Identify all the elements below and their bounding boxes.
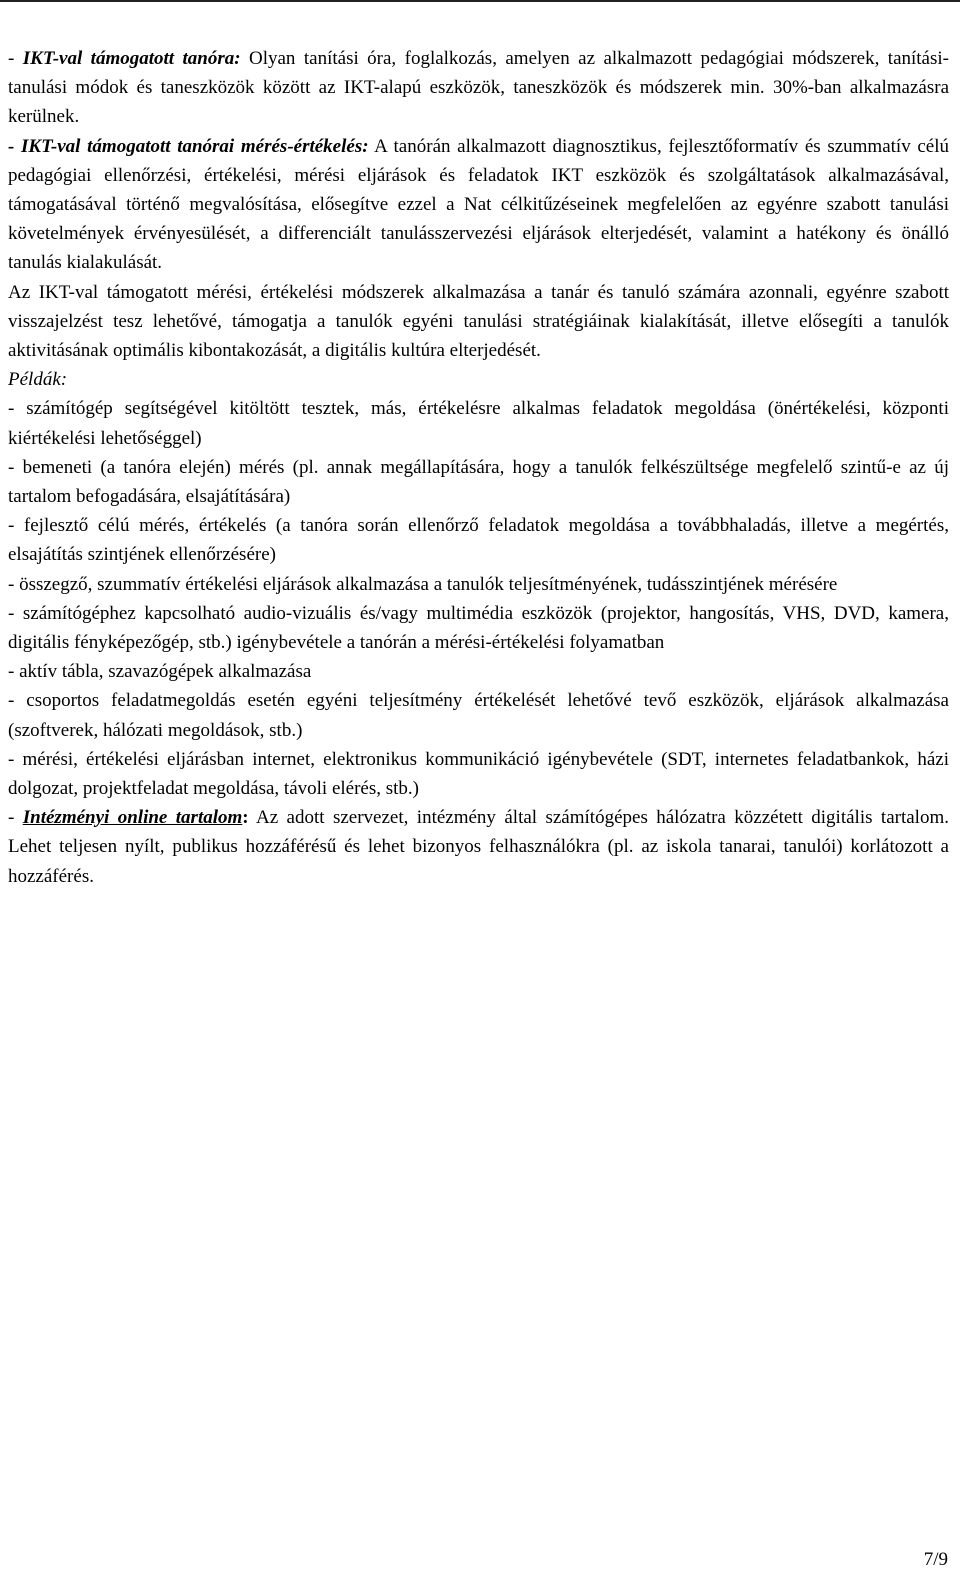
list-dash: - [8,807,23,829]
definition-intezmenyi-online-tartalom [8,803,949,891]
example-item: - mérési, értékelési eljárásban internet, elektronikus kommunikáció igénybevétele (SDT, internetes feladatbankok, házi dolgozat, projektfeladat megoldása, távoli elérés, stb.) [8,748,949,800]
definition-text: Olyan tanítási óra, foglalkozás, amelyen az alkalmazott pedagógiai módszerek, tanítási-tanulási módok és taneszközök között az IKT-alapú eszközök, taneszközök és módszerek min. 30%-ban alkalmazásra kerülnek. [8,48,949,128]
example-item: - fejlesztő célú mérés, értékelés (a tanóra során ellenőrző feladatok megoldása a továbbhaladás, illetve a megértés, elsajátítás szintjének ellenőrzésére) [8,515,949,566]
example-item: - bemeneti (a tanóra elején) mérés (pl. annak megállapítására, hogy a tanulók felkészültsége megfelelő szintű-e az új tartalom befogadására, elsajátítására) [8,456,949,508]
example-item: - összegző, szummatív értékelési eljárások alkalmazása a tanulók teljesítményének, tudásszintjének mérésére [8,573,838,595]
example-item: - csoportos feladatmegoldás esetén egyéni teljesítmény értékelését lehetővé tevő eszközök, eljárások alkalmazása (szoftverek, hálózati megoldások, stb.) [8,690,949,741]
page-number: 7/9 [923,1549,948,1570]
term-intezmenyi-online-tartalom: Intézményi online tartalom [22,807,243,829]
example-item: - aktív tábla, szavazógépek alkalmazása [8,661,312,683]
definition-text: A tanórán alkalmazott diagnosztikus, fejlesztőformatív és szummatív célú pedagógiai ellenőrzési, értékelési, mérési eljárások és feladatok IKT eszközök és szolgáltatások alkalmazásával, támogatásával történő megvalósítása, elősegítve ezzel a Nat célkitűzéseinek megfelelően az egyénre szabott tanulási követelmények érvényesülését, a differenciált tanulásszervezési eljárások elterjedését, valamint a hatékony és önálló tanulás kialakulását. [8,135,950,274]
document-body [8,44,949,891]
examples-heading [8,365,949,394]
example-item: - számítógéphez kapcsolható audio-vizuális és/vagy multimédia eszközök (projektor, hangosítás, VHS, DVD, kamera, digitális fényképezőgép, stb.) igénybevétele a tanórán a mérési-értékelési folyamatban [8,602,949,654]
explanation-paragraph: Az IKT-val támogatott mérési, értékelési módszerek alkalmazása a tanár és tanuló számára azonnali, egyénre szabott visszajelzést tesz lehetővé, támogatja a tanulók egyéni tanulási stratégiáinak kialakítását, illetve elősegíti a tanulók aktivitásának optimális kibontakozását, a digitális kultúra elterjedését. [8,281,949,362]
examples-label: Példák: [8,369,68,391]
top-border-line [0,0,960,2]
term-ikt-tanora: IKT-val támogatott tanóra: [22,48,241,69]
term-colon: : [242,807,249,829]
list-dash: - [8,48,23,69]
definition-text: Az adott szervezet, intézmény által számítógépes hálózatra közzétett digitális tartalom. Lehet teljesen nyílt, publikus hozzáférésű és lehet bizonyos felhasználókra (pl. az iskola tanarai, tanulói) korlátozott a hozzáférés. [8,807,949,887]
term-ikt-meres-ertekeles: - IKT-val támogatott tanórai mérés-értékelés: [8,135,369,157]
definition-ikt-tanora [8,44,949,132]
example-item: - számítógép segítségével kitöltött tesztek, más, értékelésre alkalmas feladatok megoldása (önértékelési, központi kiértékelési lehetőséggel) [8,398,949,449]
definition-ikt-meres-ertekeles [8,132,949,278]
